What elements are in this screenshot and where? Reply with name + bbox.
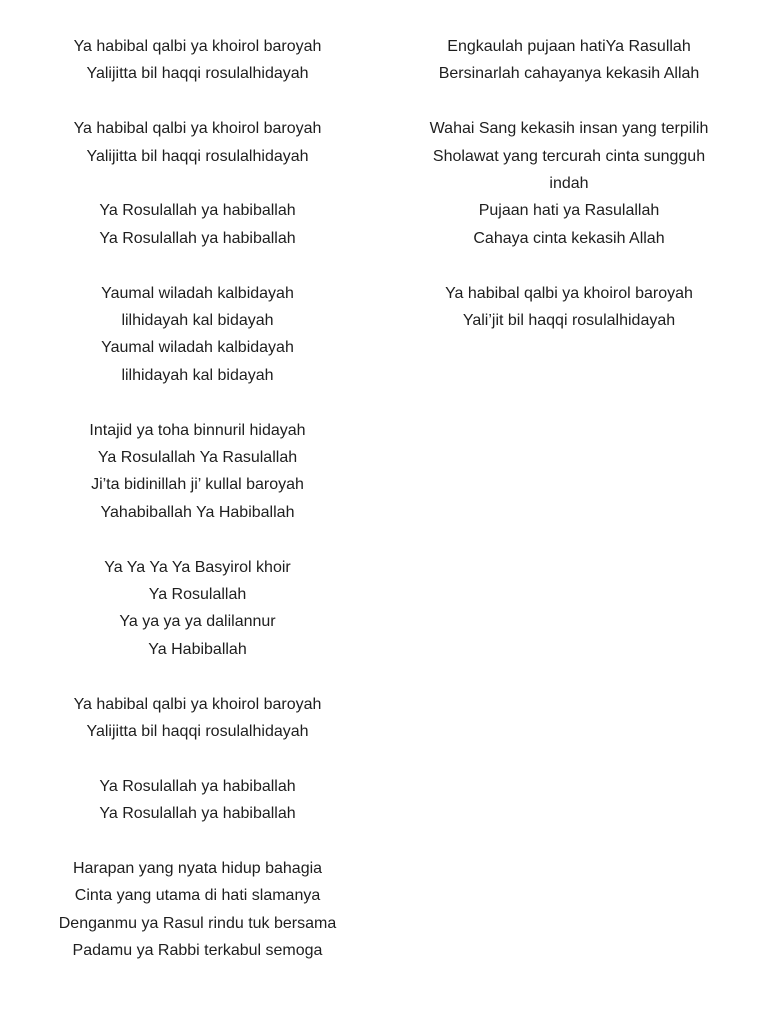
lyrics-column-left [30, 33, 365, 992]
lyrics-column-right [400, 33, 738, 362]
lyric-line: lilhidayah kal bidayah [121, 312, 274, 330]
stanza [30, 773, 365, 828]
lyric-line: Yaumal wiladah kalbidayah [101, 284, 294, 302]
stanza [30, 691, 365, 746]
lyric-line: Yahabiballah Ya Habiballah [100, 503, 295, 521]
stanza [30, 280, 365, 390]
stanza [30, 115, 365, 170]
lyric-line: Wahai Sang kekasih insan yang terpilih [429, 120, 709, 138]
lyric-line: Cinta yang utama di hati slamanya [74, 887, 321, 905]
lyric-line: Ji’ta bidinillah ji’ kullal baroyah [91, 476, 304, 494]
lyric-line: Padamu ya Rabbi terkabul semoga [72, 942, 323, 960]
stanza [30, 554, 365, 664]
lyric-line: Engkaulah pujaan hatiYa Rasullah [447, 38, 691, 55]
lyric-line: Ya Rosulallah ya habiballah [99, 777, 296, 795]
lyric-line: Bersinarlah cahayanya kekasih Allah [438, 65, 700, 83]
lyric-line: Yali’jit bil haqqi rosulalhidayah [462, 312, 676, 330]
lyric-line: Ya Rosulallah ya habiballah [99, 805, 296, 823]
lyric-line: Ya Habiballah [148, 640, 247, 658]
lyric-line: Ya habibal qalbi ya khoirol baroyah [73, 695, 322, 713]
stanza [30, 855, 365, 965]
lyric-line: Ya Rosulallah ya habiballah [99, 202, 296, 220]
lyric-line: Yalijitta bil haqqi rosulalhidayah [86, 723, 309, 741]
lyric-line: Yalijitta bil haqqi rosulalhidayah [86, 65, 309, 83]
lyric-line: lilhidayah kal bidayah [121, 366, 274, 384]
lyric-line: Yalijitta bil haqqi rosulalhidayah [86, 147, 309, 165]
lyric-line: Harapan yang nyata hidup bahagia [72, 860, 323, 878]
lyric-line: Ya Rosulallah Ya Rasulallah [97, 449, 298, 467]
lyric-line: Denganmu ya Rasul rindu tuk bersama [58, 914, 337, 932]
stanza [30, 417, 365, 527]
lyric-line: Ya Ya Ya Ya Basyirol khoir [104, 558, 291, 576]
lyric-line: Intajid ya toha binnuril hidayah [89, 421, 306, 439]
lyric-line: indah [549, 175, 589, 193]
lyric-line: Ya ya ya ya dalilannur [119, 613, 276, 631]
lyric-line: Pujaan hati ya Rasulallah [478, 202, 660, 220]
stanza [400, 280, 738, 335]
stanza [30, 33, 365, 88]
stanza [30, 197, 365, 252]
stanza [400, 115, 738, 252]
lyric-line: Ya habibal qalbi ya khoirol baroyah [73, 38, 322, 55]
lyric-line: Yaumal wiladah kalbidayah [101, 339, 294, 357]
lyric-line: Ya Rosulallah ya habiballah [99, 229, 296, 247]
lyric-line: Cahaya cinta kekasih Allah [473, 229, 665, 247]
lyric-line: Ya Rosulallah [148, 586, 247, 604]
lyric-line: Sholawat yang tercurah cinta sungguh [432, 147, 706, 165]
lyric-line: Ya habibal qalbi ya khoirol baroyah [445, 284, 693, 302]
stanza [400, 33, 738, 88]
lyric-line: Ya habibal qalbi ya khoirol baroyah [73, 120, 322, 138]
